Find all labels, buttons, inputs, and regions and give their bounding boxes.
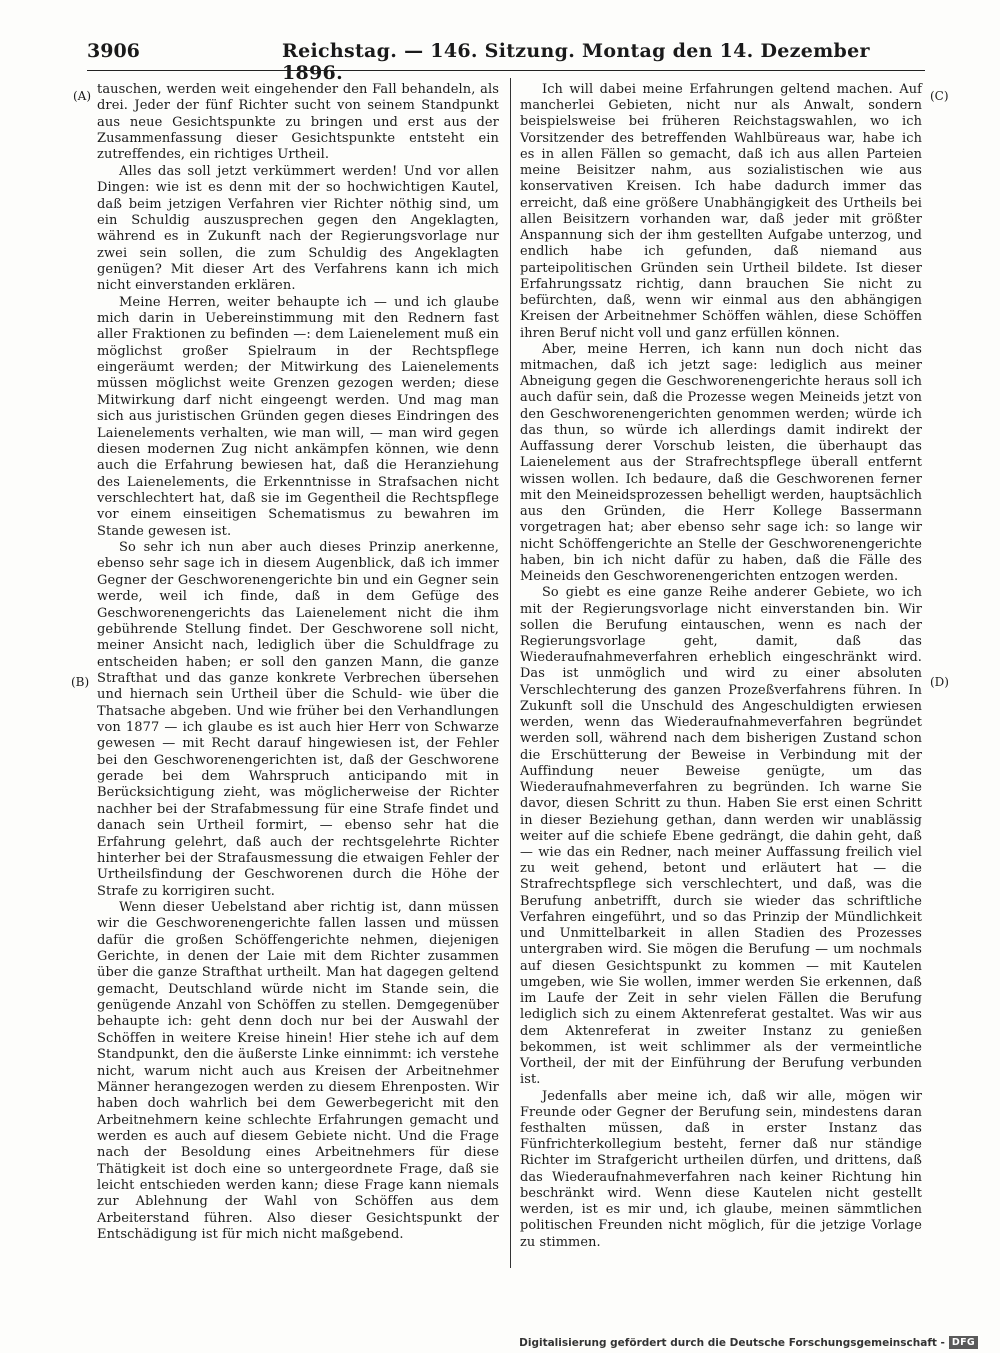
paragraph: Jedenfalls aber meine ich, daß wir alle, mögen wir Freunde oder Gegner der Berufung sein, mindestens daran festhalten müssen, daß in erster Instanz das Fünfrichterkollegium besteht, ferner daß nur ständige Richter im Strafgericht urtheilen dürfen, und drittens, daß das Wiederaufnahmeverfahren nach keiner Richtung hin beschränkt wird. Wenn diese Kautelen nicht gestellt werden, ist es mir und, ich glaube, meinen sämmtlichen politischen Freunden nicht möglich, für die jetzige Vorlage zu stimmen. <box>520 1088 922 1250</box>
header-rule <box>87 70 925 71</box>
paragraph: Ich will dabei meine Erfahrungen geltend machen. Auf mancherlei Gebieten, nicht nur als Anwalt, sondern beispielsweise bei früheren Reichstagswahlen, wo ich Vorsitzender des betreffenden Wahlbüreaus war, habe ich es in allen Fällen so gemacht, daß ich aus allen Parteien meine Beisitzer nahm, aus sozialistischen wie aus konservativen Kreisen. Ich habe dadurch immer das erreicht, daß eine größere Unabhängigkeit des Urtheils bei allen Beisitzern vorhanden war, daß jeder mit größter Anspannung sich der ihm gestellten Aufgabe unterzog, und endlich habe ich gefunden, daß niemand aus parteipolitischen Gründen sein Urtheil bildete. Ist dieser Erfahrungssatz richtig, dann brauchen Sie nicht zu befürchten, daß, wenn wir einmal aus den abhängigen Kreisen der Arbeitnehmer Schöffen wählen, diese Schöffen ihren Beruf nicht voll und ganz erfüllen können. <box>520 82 922 341</box>
margin-marker-b: (B) <box>71 675 90 689</box>
margin-marker-c: (C) <box>930 89 949 103</box>
margin-marker-a: (A) <box>73 89 92 103</box>
credit-text: Digitalisierung gefördert durch die Deutsche Forschungsgemeinschaft - <box>519 1336 945 1349</box>
paragraph: tauschen, werden weit eingehender den Fall behandeln, als drei. Jeder der fünf Richter sucht von seinem Standpunkt aus neue Gesichtspunkte zu bringen und erst aus der Zusammenfassung dieser Gesichtspunkte entsteht ein zutreffendes, ein richtiges Urtheil. <box>97 82 499 163</box>
right-column <box>520 82 922 1251</box>
margin-marker-d: (D) <box>930 675 949 689</box>
dfg-logo: DFG <box>949 1336 978 1349</box>
paragraph: So sehr ich nun aber auch dieses Prinzip anerkenne, ebenso sehr sage ich in diesem Augenblick, daß ich immer Gegner der Geschworenengerichte bin und ein Gegner sein werde, weil ich finde, daß in dem Gefüge des Geschworenengerichts das Laienelement nicht die ihm gebührende Stellung findet. Der Geschworene soll nicht, meiner Ansicht nach, lediglich über die Schuldfrage zu entscheiden haben; er soll den ganzen Mann, die ganze Strafthat und das ganze konkrete Verbrechen übersehen und hiernach sein Urtheil über die Schuld- wie über die Thatsache abgeben. Und wie früher bei den Verhandlungen von 1877 — ich glaube es ist auch hier Herr von Schwarze gewesen — mit Recht darauf hingewiesen ist, der Fehler bei den Geschworenengerichten ist, daß der Geschworene gerade bei dem Wahrspruch anticipando mit in Berücksichtigung zieht, was möglicherweise der Richter nachher bei der Strafabmessung für eine Strafe findet und danach sein Urtheil formirt, — ebenso sehr hat die Erfahrung gelehrt, daß auch der rechtsgelehrte Richter hinterher bei der Strafausmessung die etwaigen Fehler der Urtheilsfindung der Geschworenen durch die Höhe der Strafe zu korrigiren sucht. <box>97 540 499 899</box>
column-divider <box>510 78 511 1268</box>
paragraph: So giebt es eine ganze Reihe anderer Gebiete, wo ich mit der Regierungsvorlage nicht einverstanden bin. Wir sollen die Berufung eintauschen, wenn es nach der Regierungsvorlage geht, damit, daß das Wiederaufnahmeverfahren erheblich eingeschränkt wird. Das ist unmöglich und wird zu einer absoluten Verschlechterung des ganzen Prozeßverfahrens führen. In Zukunft soll die Unschuld des Angeschuldigten erwiesen werden, wenn das Wiederaufnahmeverfahren begründet werden soll, während nach dem bisherigen Zustand schon die Erschütterung der Beweise in Verbindung mit der Auffindung neuer Beweise genügte, um das Wiederaufnahmeverfahren zu begründen. Ich warne Sie davor, diesen Schritt zu thun. Haben Sie erst einen Schritt in dieser Beziehung gethan, dann werden wir unablässig weiter auf die schiefe Ebene gedrängt, die dahin geht, daß — wie das ein Redner, nach meiner Auffassung freilich viel zu weit gehend, betont und erläutert hat — die Strafrechtspflege sich verschlechtert, und daß, was die Berufung anbetrifft, durch sie wieder das schriftliche Verfahren eingeführt, und so das Prinzip der Mündlichkeit und Unmittelbarkeit in allen Stadien des Prozesses untergraben wird. Sie mögen die Berufung — um nochmals auf diesen Gesichtspunkt zu kommen — mit Kautelen umgeben, wie Sie wollen, immer werden Sie erkennen, daß im Laufe der Zeit in sehr vielen Fällen die Berufung lediglich sich zu einem Aktenreferat gestaltet. Was wir aus dem Aktenreferat in zweiter Instanz zu genießen bekommen, ist weit schlimmer als der vermeintliche Vortheil, der mit der Einführung der Berufung verbunden ist. <box>520 585 922 1088</box>
page-number: 3906 <box>87 40 140 62</box>
paragraph: Wenn dieser Uebelstand aber richtig ist, dann müssen wir die Geschworenengerichte fallen lassen und müssen dafür die großen Schöffengerichte nehmen, diejenigen Gerichte, in denen der Laie mit dem Richter zusammen über die ganze Strafthat urtheilt. Man hat dagegen geltend gemacht, Deutschland würde nicht im Stande sein, die genügende Anzahl von Schöffen zu stellen. Demgegenüber behaupte ich: geht denn doch nur bei der Auswahl der Schöffen in weitere Kreise hinein! Hier stehe ich auf dem Standpunkt, den die äußerste Linke einnimmt: ich verstehe nicht, warum nicht auch aus Kreisen der Arbeitnehmer Männer herangezogen werden zu diesem Ehrenposten. Wir haben doch wahrlich bei dem Gewerbegericht mit den Arbeitnehmern keine schlechte Erfahrungen gemacht und werden es auch auf diesem Gebiete nicht. Und die Frage nach der Besoldung eines Arbeitnehmers für diese Thätigkeit ist doch eine so untergeordnete Frage, daß sie leicht entschieden werden kann; diese Frage kann niemals zur Ablehnung der Wahl von Schöffen aus dem Arbeiterstand führen. Also dieser Gesichtspunkt der Entschädigung ist für mich nicht maßgebend. <box>97 899 499 1243</box>
paragraph: Meine Herren, weiter behaupte ich — und ich glaube mich darin in Uebereinstimmung mit den Rednern fast aller Fraktionen zu befinden —: dem Laienelement muß ein möglichst großer Spielraum in der Rechtspflege eingeräumt werden; der Mitwirkung des Laienelements müssen möglichst weite Grenzen gezogen werden; diese Mitwirkung darf nicht eingeengt werden. Und mag man sich aus juristischen Gründen gegen dieses Eindringen des Laienelements verhalten, wie man will, — man wird gegen diesen modernen Zug nicht ankämpfen können, wie denn auch die Erfahrung bewiesen hat, daß die Heranziehung des Laienelements, die Erkenntnisse in Strafsachen nicht verschlechtert hat, daß sie im Gegentheil die Rechtspflege vor einem einseitigen Schematismus zu bewahren im Stande gewesen ist. <box>97 294 499 539</box>
digitization-credit <box>519 1336 978 1349</box>
page-header <box>87 40 925 84</box>
running-title: Reichstag. — 146. Sitzung. Montag den 14. Dezember 1896. <box>282 40 870 84</box>
paragraph: Aber, meine Herren, ich kann nun doch nicht das mitmachen, daß ich jetzt sage: lediglich aus meiner Abneigung gegen die Geschworenengerichte heraus soll ich auch dafür sein, daß die Prozesse wegen Meineids jetzt von den Geschworenengerichten genommen werden; würde ich das thun, so würde ich allerdings damit indirekt der Auffassung derer Vorschub leisten, die überhaupt das Laienelement aus der Strafrechtspflege überall entfernt wissen wollen. Ich bedaure, daß die Geschworenen ferner mit den Meineidsprozessen behelligt werden, hauptsächlich aus den Gründen, die Herr Kollege Bassermann vorgetragen hat; aber ebenso sehr sage ich: so lange wir nicht Schöffengerichte an Stelle der Geschworenengerichte haben, bin ich nicht dafür zu haben, daß die Fälle des Meineids den Geschworenengerichten entzogen werden. <box>520 341 922 585</box>
paragraph: Alles das soll jetzt verkümmert werden! Und vor allen Dingen: wie ist es denn mit der so hochwichtigen Kautel, daß beim jetzigen Verfahren vier Richter nöthig sind, um ein Schuldig auszusprechen gegen den Angeklagten, während es in Zukunft nach der Regierungsvorlage nur zwei sein sollen, die zum Schuldig des Angeklagten genügen? Mit dieser Art des Verfahrens kann ich mich nicht einverstanden erklären. <box>97 163 499 294</box>
left-column <box>97 82 499 1244</box>
